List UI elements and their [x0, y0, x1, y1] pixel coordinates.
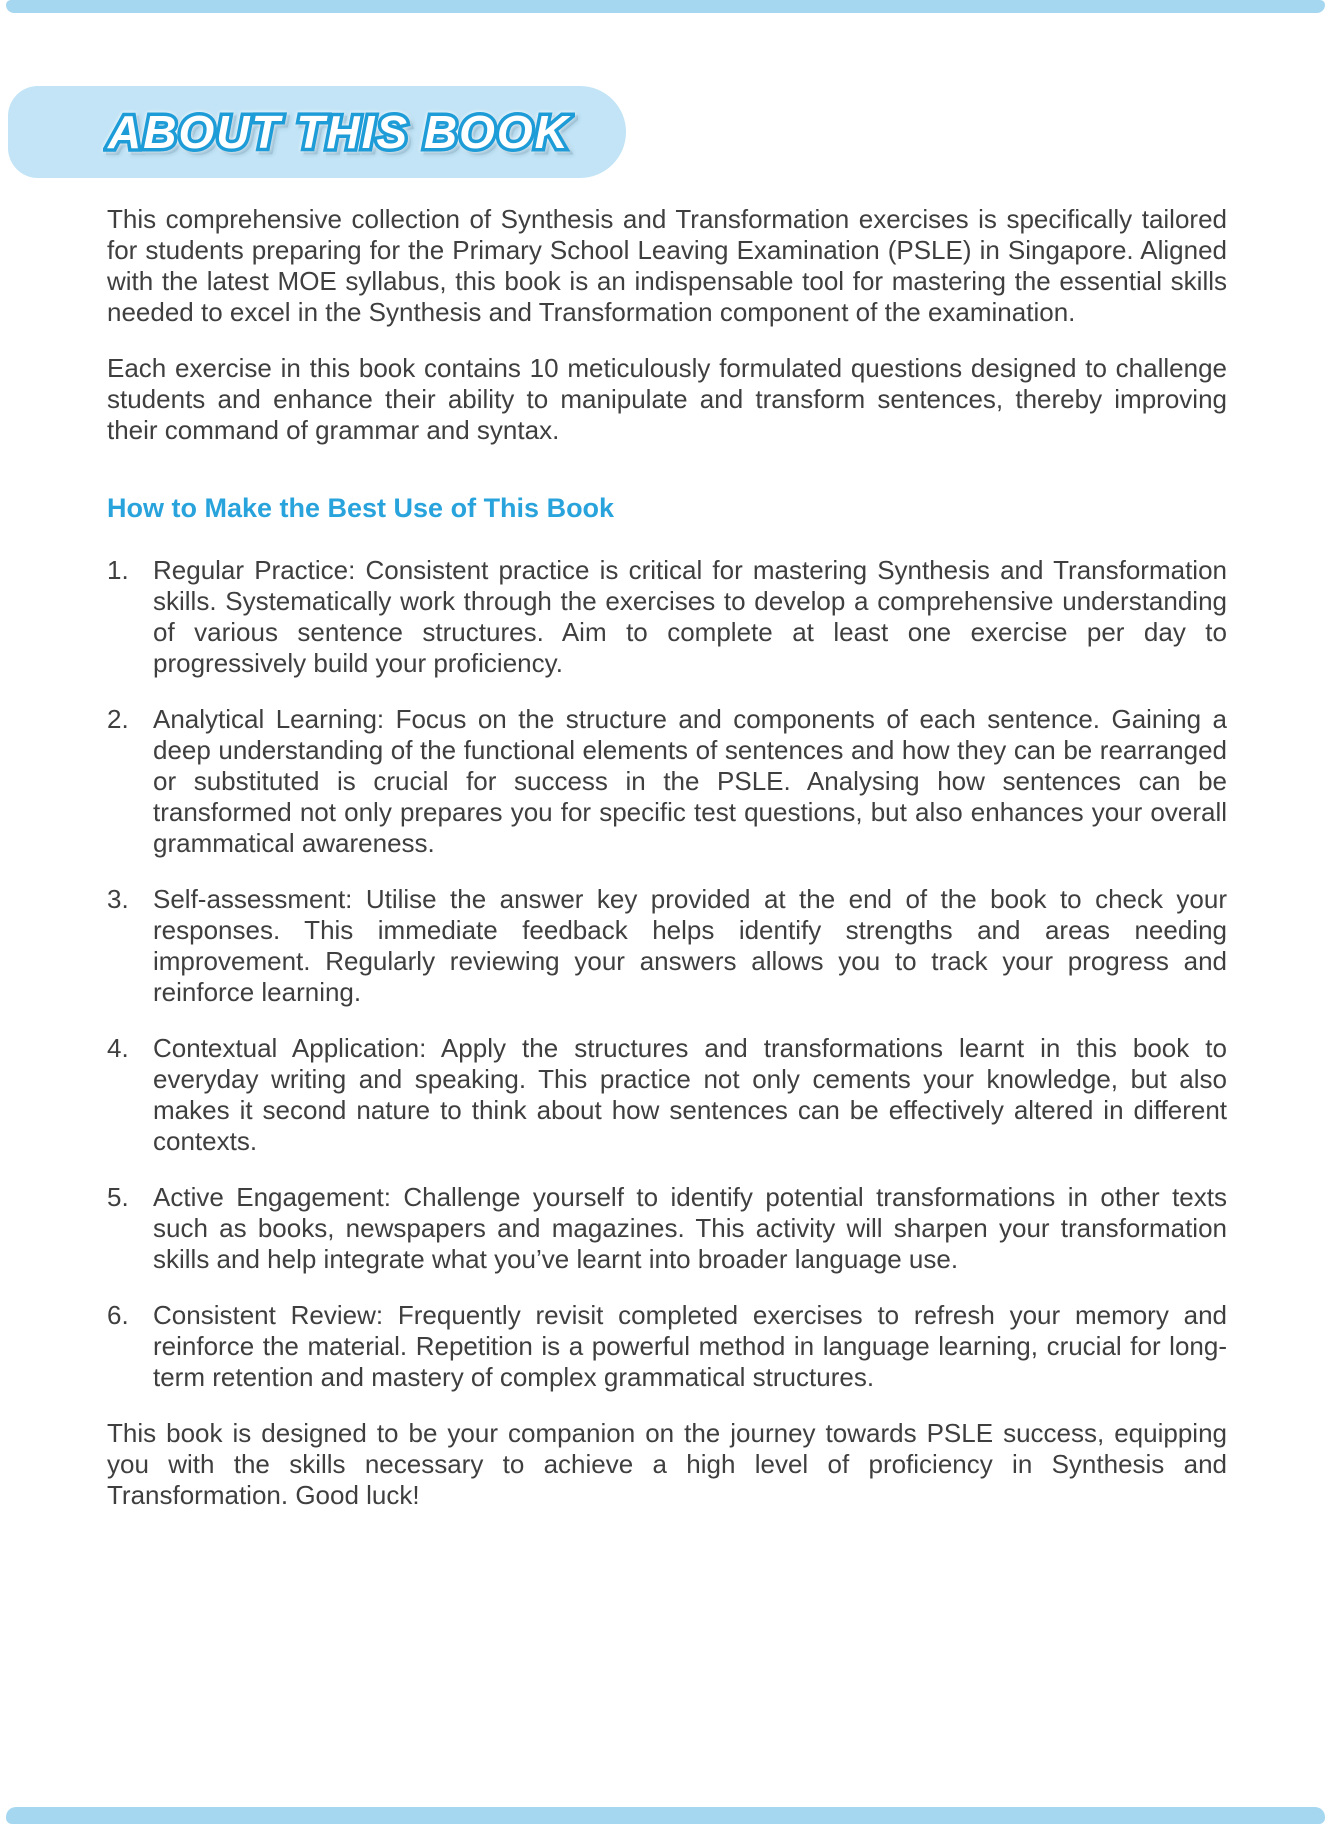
- list-item-text: Regular Practice: Consistent practice is critical for mastering Synthesis and Transformation skills. Systematically work through the exercises to develop a comprehensive understanding of various sentence structures. Aim to complete at least one exercise per day to progressively build your proficiency.: [153, 555, 1227, 678]
- list-item-number: 3.: [107, 884, 129, 914]
- list-item: [107, 555, 1227, 679]
- intro-paragraph-2: Each exercise in this book contains 10 meticulously formulated questions designed to challenge students and enhance their ability to manipulate and transform sentences, thereby improving their command of grammar and syntax.: [107, 353, 1227, 445]
- bottom-edge-strip: [6, 1807, 1325, 1824]
- intro-paragraph-1: This comprehensive collection of Synthesis and Transformation exercises is specifically tailored for students preparing for the Primary School Leaving Examination (PSLE) in Singapore. Aligned with the latest MOE syllabus, this book is an indispensable tool for mastering the essential skills needed to excel in the Synthesis and Transformation component of the examination.: [107, 204, 1227, 327]
- list-item-text: Consistent Review: Frequently revisit completed exercises to refresh your memory and reinforce the material. Repetition is a powerful method in language learning, crucial for long-term retention and mastery of complex grammatical structures.: [153, 1300, 1227, 1392]
- list-item: [107, 1182, 1227, 1275]
- section-heading: How to Make the Best Use of This Book: [107, 493, 615, 523]
- title-banner: [8, 86, 626, 178]
- list-item: [107, 704, 1227, 859]
- page-content: [107, 204, 1227, 1511]
- list-item-text: Analytical Learning: Focus on the structure and components of each sentence. Gaining a deep understanding of the functional elements of sentences and how they can be rearranged or substituted is crucial for success in the PSLE. Analysing how sentences can be transformed not only prepares you for specific test questions, but also enhances your overall grammatical awareness.: [153, 704, 1227, 858]
- list-item-number: 2.: [107, 704, 129, 734]
- list-item-number: 4.: [107, 1033, 129, 1063]
- closing-paragraph: This book is designed to be your companion on the journey towards PSLE success, equipping you with the skills necessary to achieve a high level of proficiency in Synthesis and Transformation. Good luck!: [107, 1418, 1227, 1510]
- list-item-text: Self-assessment: Utilise the answer key provided at the end of the book to check your responses. This immediate feedback helps identify strengths and areas needing improvement. Regularly reviewing your answers allows you to track your progress and reinforce learning.: [153, 884, 1227, 1007]
- top-edge-strip: [6, 0, 1325, 13]
- list-item-number: 5.: [107, 1182, 129, 1212]
- list-item-text: Contextual Application: Apply the structures and transformations learnt in this book to everyday writing and speaking. This practice not only cements your knowledge, but also makes it second nature to think about how sentences can be effectively altered in different contexts.: [153, 1033, 1227, 1156]
- list-item-number: 1.: [107, 555, 129, 585]
- list-item: [107, 884, 1227, 1008]
- list-item: [107, 1300, 1227, 1393]
- list-item: [107, 1033, 1227, 1157]
- page-title: ABOUT THIS BOOK: [108, 106, 570, 158]
- list-item-text: Active Engagement: Challenge yourself to identify potential transformations in other texts such as books, newspapers and magazines. This activity will sharpen your transformation skills and help integrate what you’ve learnt into broader language use.: [153, 1182, 1227, 1274]
- list-item-number: 6.: [107, 1300, 129, 1330]
